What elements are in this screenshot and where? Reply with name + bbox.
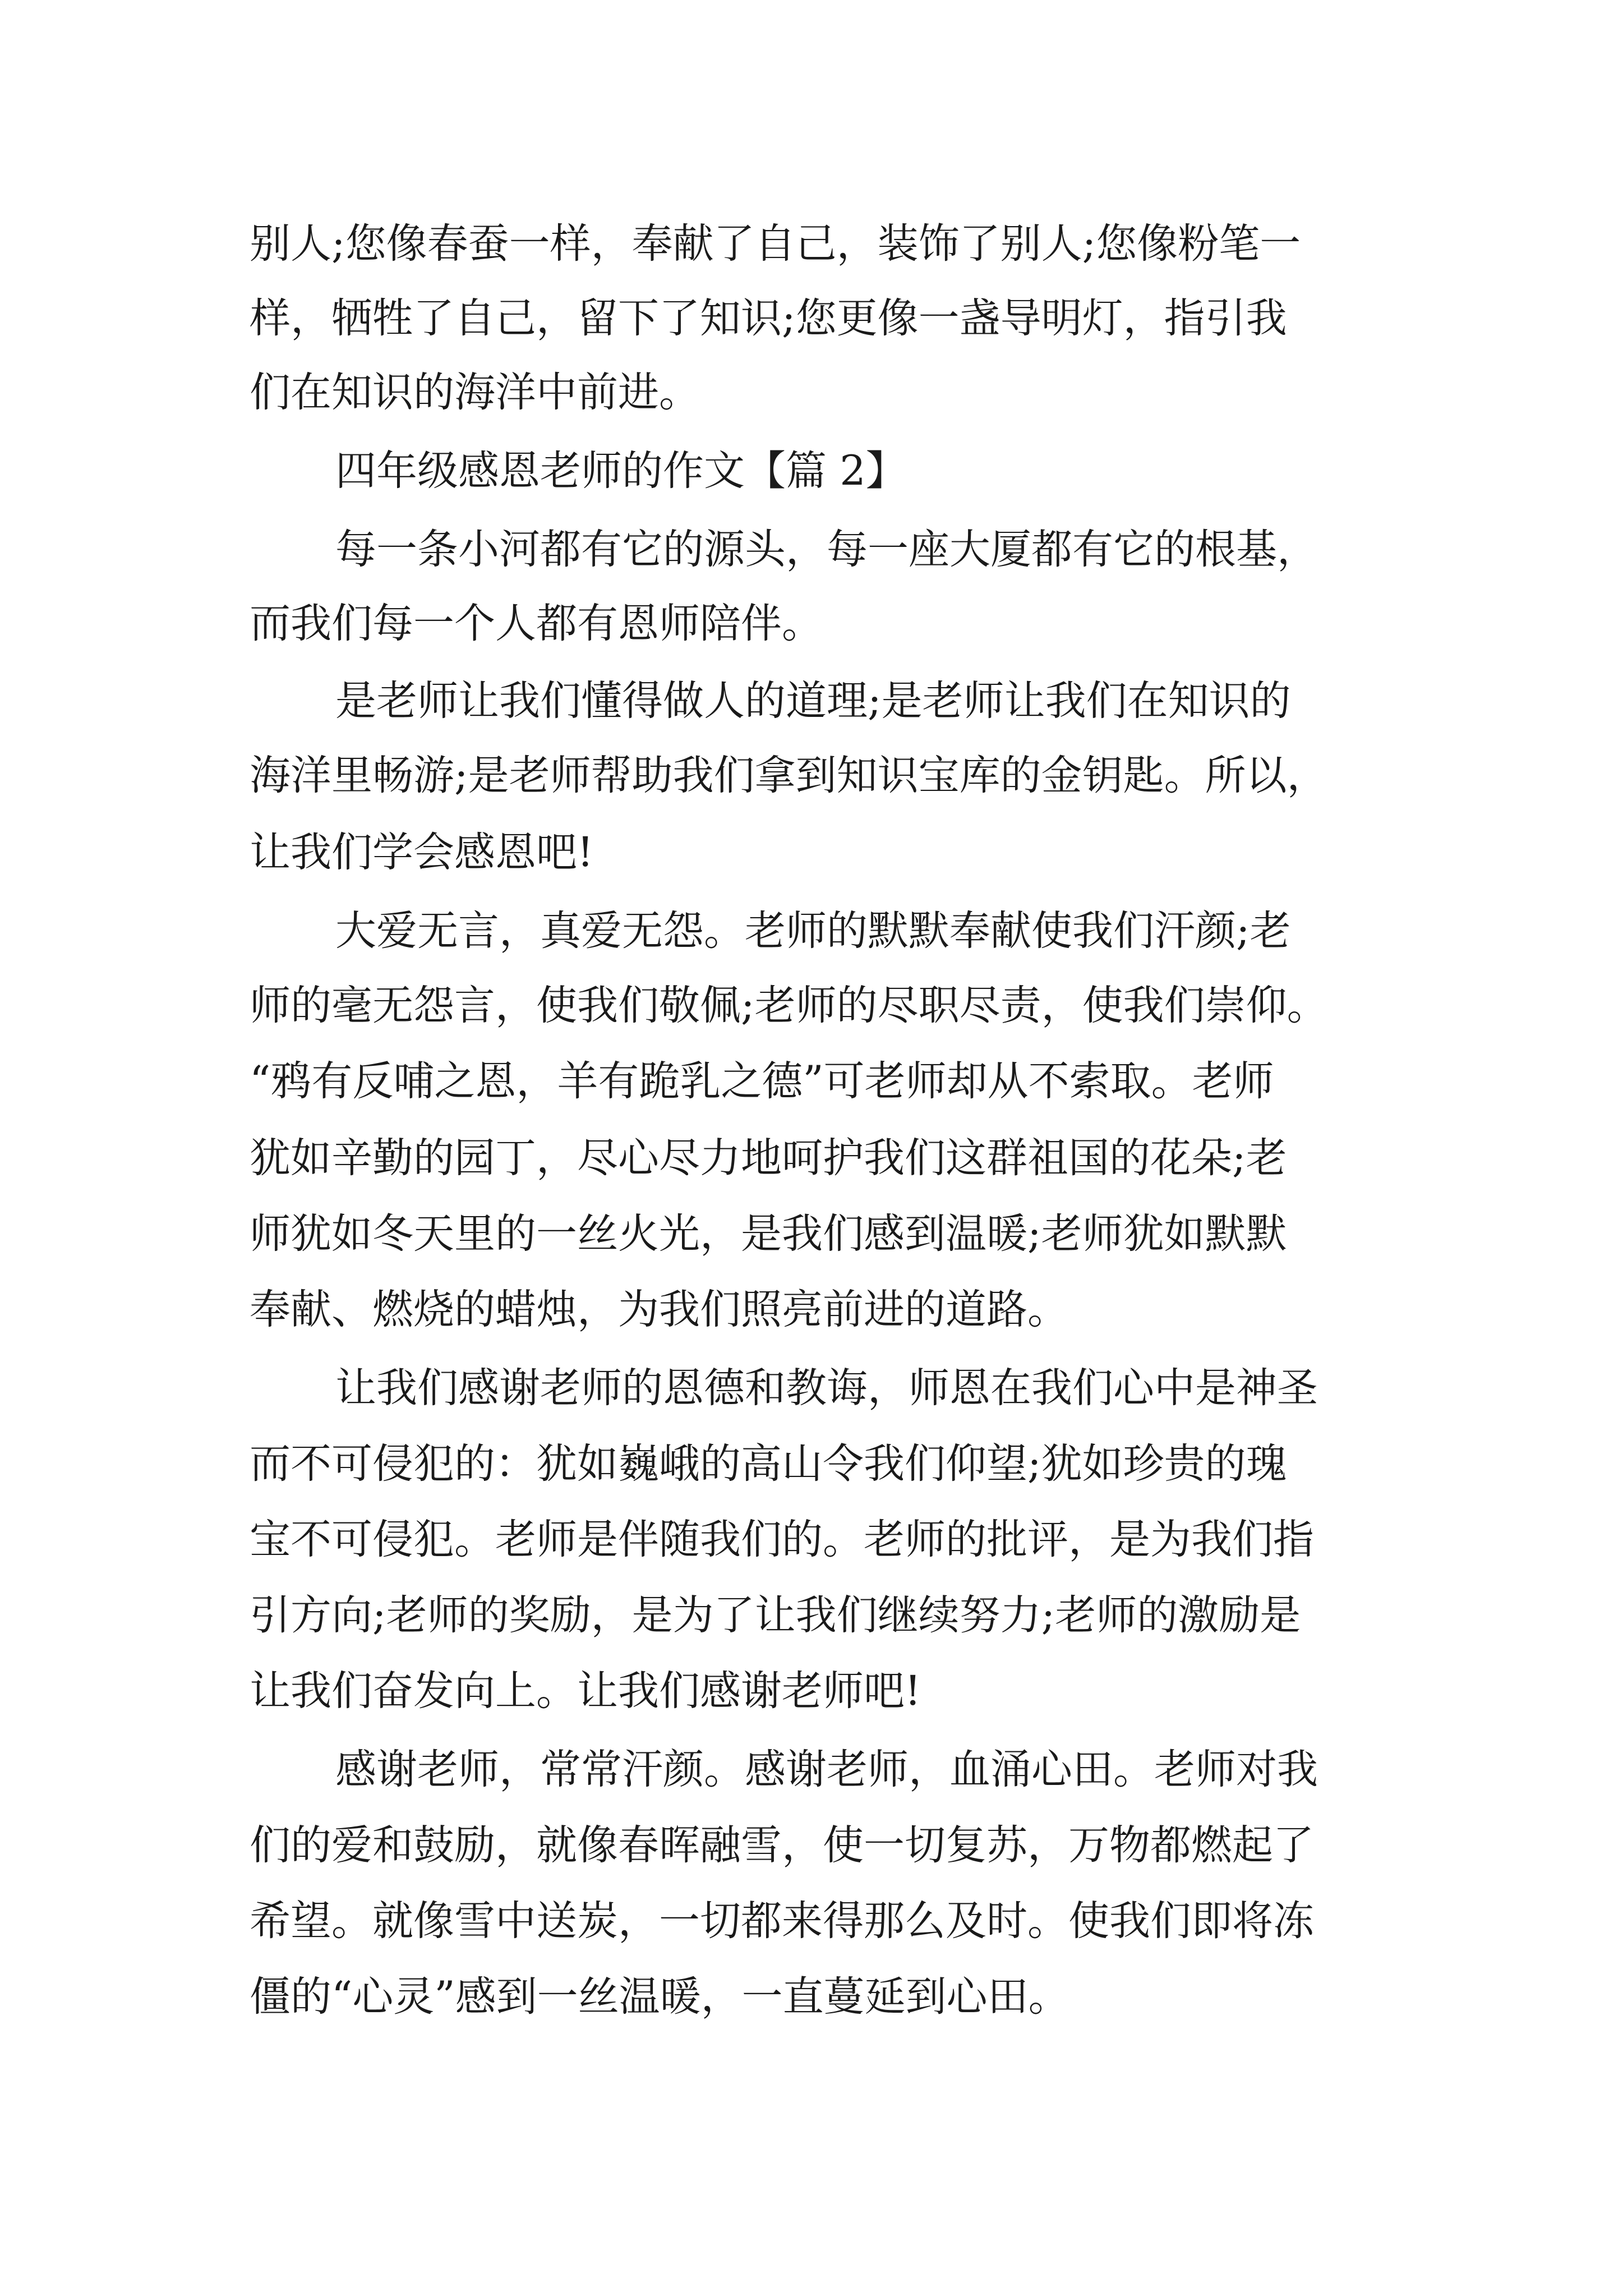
text-line: 师的毫无怨言，使我们敬佩;老师的尽职尽责，使我们崇仰。 <box>250 982 1328 1029</box>
text-line: 宝不可侵犯。老师是伴随我们的。老师的批评，是为我们指 <box>250 1516 1314 1563</box>
text-line: 引方向;老师的奖励，是为了让我们继续努力;老师的激励是 <box>250 1591 1301 1639</box>
text-line: 让我们感谢老师的恩德和教诲，师恩在我们心中是神圣 <box>335 1364 1318 1412</box>
text-line: 是老师让我们懂得做人的道理;是老师让我们在知识的 <box>335 677 1291 725</box>
text-line: 让我们学会感恩吧! <box>250 829 594 876</box>
text-line: 师犹如冬天里的一丝火光，是我们感到温暖;老师犹如默默 <box>250 1210 1287 1258</box>
text-line: 样，牺牲了自己，留下了知识;您更像一盏导明灯，指引我 <box>250 295 1287 342</box>
text-line: 而我们每一个人都有恩师陪伴。 <box>250 600 823 647</box>
text-line: 别人;您像春蚕一样，奉献了自己，装饰了别人;您像粉笔一 <box>250 220 1301 268</box>
text-line: 让我们奋发向上。让我们感谢老师吧! <box>250 1667 921 1715</box>
text-line: “鸦有反哺之恩，羊有跪乳之德”可老师却从不索取。老师 <box>250 1057 1274 1105</box>
text-line: 大爱无言，真爱无怨。老师的默默奉献使我们汗颜;老 <box>335 907 1291 955</box>
text-line: 僵的“心灵”感到一丝温暖，一直蔓延到心田。 <box>250 1973 1069 2021</box>
text-line: 希望。就像雪中送炭，一切都来得那么及时。使我们即将冻 <box>250 1897 1314 1945</box>
section-heading: 四年级感恩老师的作文【篇 2】 <box>335 447 907 495</box>
text-line: 感谢老师，常常汗颜。感谢老师，血涌心田。老师对我 <box>335 1746 1318 1793</box>
text-line: 犹如辛勤的园丁，尽心尽力地呵护我们这群祖国的花朵;老 <box>250 1134 1287 1182</box>
text-line: 奉献、燃烧的蜡烛，为我们照亮前进的道路。 <box>250 1286 1068 1333</box>
text-line: 们在知识的海洋中前进。 <box>250 369 700 416</box>
text-line: 们的爱和鼓励，就像春晖融雪，使一切复苏，万物都燃起了 <box>250 1821 1314 1869</box>
text-line: 海洋里畅游;是老师帮助我们拿到知识宝库的金钥匙。所以， <box>250 752 1328 799</box>
text-line: 而不可侵犯的：犹如巍峨的高山令我们仰望;犹如珍贵的瑰 <box>250 1440 1287 1488</box>
text-line: 每一条小河都有它的源头，每一座大厦都有它的根基， <box>335 526 1318 573</box>
